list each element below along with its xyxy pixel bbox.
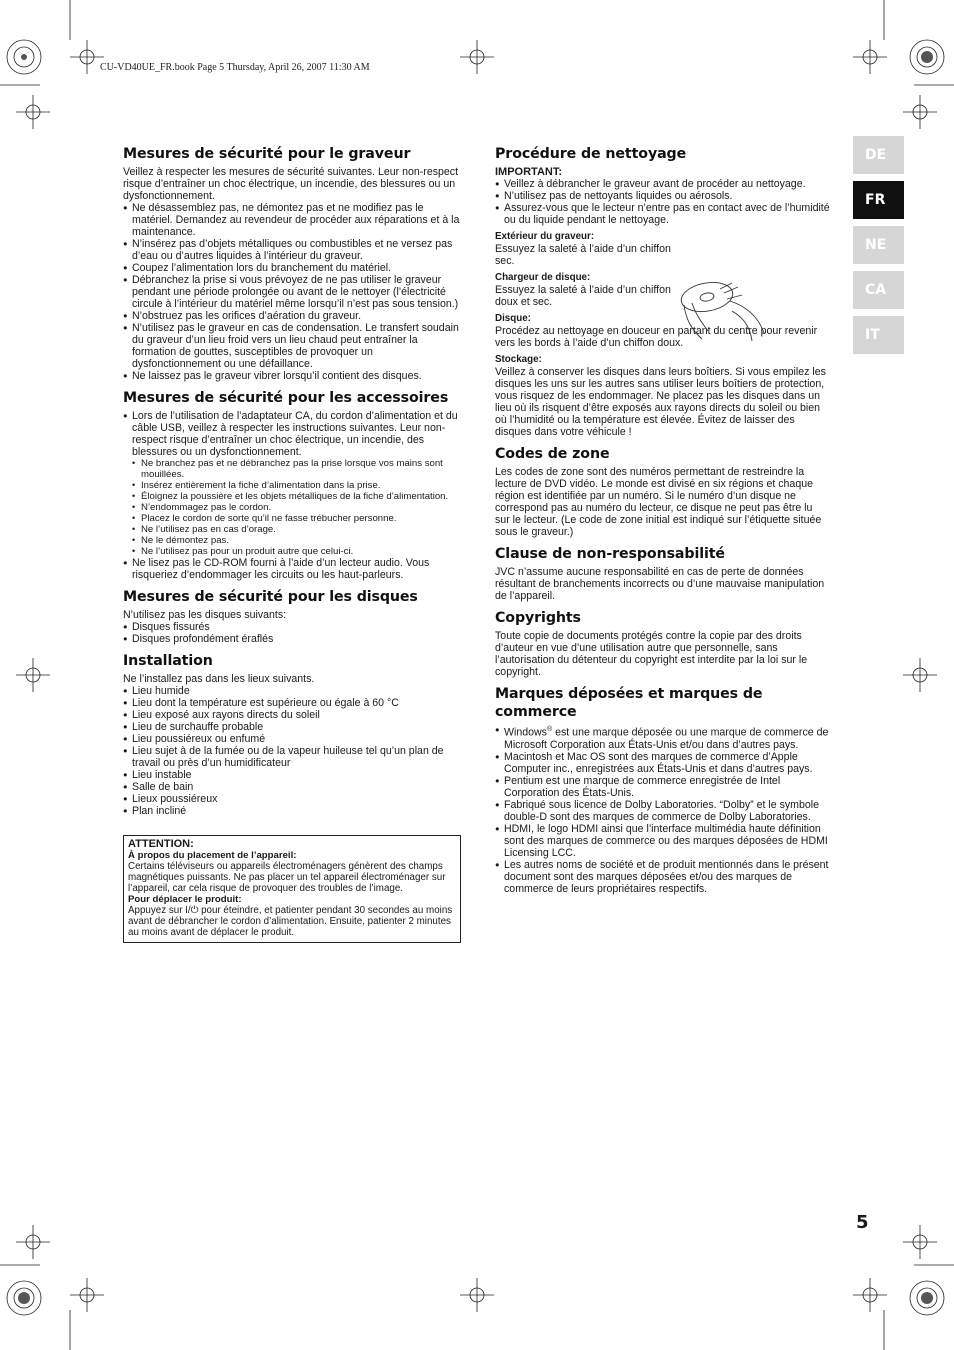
- bullet-list: [123, 202, 461, 382]
- list-item: ● Lieu dont la température est supérieure ou égale à 60 °C: [123, 697, 461, 709]
- section-text: JVC n’assume aucune responsabilité en cas de perte de données résultant de branchements incorrects ou d’une mauvaise manipulation de l’appareil.: [495, 566, 825, 602]
- crosshair-top-center-icon: [460, 40, 494, 74]
- section-title: Copyrights: [495, 610, 581, 626]
- section-disques: [123, 588, 461, 645]
- list-item: ● Lieu de surchauffe probable: [123, 721, 461, 733]
- list-item: ● Lieux poussiéreux: [123, 793, 461, 805]
- crosshair-right-mid-icon: [903, 658, 937, 692]
- sub-label: Disque:: [495, 313, 531, 324]
- section-title: Procédure de nettoyage: [495, 146, 687, 162]
- tab-ne[interactable]: NE: [853, 226, 904, 264]
- list-item: • Éloignez la poussière et les objets métalliques de la fiche d’alimentation.: [132, 491, 461, 502]
- book-header: CU-VD40UE_FR.book Page 5 Thursday, April 26, 2007 11:30 AM: [100, 62, 370, 73]
- list-item: ● Ne désassemblez pas, ne démontez pas et ne modifiez pas le matériel. Demandez au revendeur de procéder aux réparations et à la maintenance.: [123, 202, 461, 238]
- list-item: [123, 410, 461, 458]
- list-item: ● Coupez l’alimentation lors du branchement du matériel.: [123, 262, 461, 274]
- bullet-list: [123, 557, 461, 581]
- list-item: ● Pentium est une marque de commerce enregistrée de Intel Corporation des États-Unis.: [495, 775, 830, 799]
- crosshair-right-bottom-icon: [903, 1225, 937, 1259]
- attention-box: [123, 835, 461, 943]
- section-title: Clause de non-responsabilité: [495, 546, 725, 562]
- sub-bullet-list: [132, 458, 461, 557]
- section-zone: [495, 445, 830, 538]
- list-item: ● Disques fissurés: [123, 621, 461, 633]
- crosshair-top-right-icon: [853, 40, 887, 74]
- attention-text: Appuyez sur I/⏻ pour éteindre, et patienter pendant 30 secondes au moins avant de débrancher le cordon d’alimentation. Ensuite, patienter 2 minutes au moins avant de déplacer le produit.: [128, 905, 453, 938]
- list-item: ● N’insérez pas d’objets métalliques ou combustibles et ne versez pas d’eau ou d’autres liquides à l’intérieur du graveur.: [123, 238, 461, 262]
- list-item: ● Disques profondément éraflés: [123, 633, 461, 645]
- list-item: ● Lieu poussiéreux ou enfumé: [123, 733, 461, 745]
- section-title: Marques déposées et marques de commerce: [495, 686, 763, 720]
- section-title: Installation: [123, 653, 213, 669]
- list-item: • Placez le cordon de sorte qu’il ne fasse trébucher personne.: [132, 513, 461, 524]
- list-item: • N’endommagez pas le cordon.: [132, 502, 461, 513]
- list-item: ● Salle de bain: [123, 781, 461, 793]
- important-label: IMPORTANT:: [495, 166, 563, 178]
- disc-cleaning-illustration: [672, 275, 772, 345]
- section-title: Mesures de sécurité pour les disques: [123, 589, 418, 605]
- section-title: Codes de zone: [495, 446, 610, 462]
- list-item: ● Lieu exposé aux rayons directs du soleil: [123, 709, 461, 721]
- list-item: ● Ne laissez pas le graveur vibrer lorsqu’il contient des disques.: [123, 370, 461, 382]
- attention-text: Certains téléviseurs ou appareils électroménagers génèrent des champs magnétiques puissants. Ne pas placer un tel appareil électroménager sur l’appareil, car cela risque de provoquer des troubles de l’image.: [128, 861, 446, 894]
- section-text: Toute copie de documents protégés contre la copie par des droits d’auteur en vue d’une utilisation autre que personnelle, sans l’autorisation du détenteur du copyright est interdite par la loi sur le copyright.: [495, 630, 808, 678]
- list-item: • Insérez entièrement la fiche d’alimentation dans la prise.: [132, 480, 461, 491]
- list-item: ● Lieu instable: [123, 769, 461, 781]
- list-item: ● N’obstruez pas les orifices d’aération du graveur.: [123, 310, 461, 322]
- registered-mark: ®: [546, 726, 553, 733]
- list-item: ● Macintosh et Mac OS sont des marques de commerce d’Apple Computer inc., enregistrées aux États-Unis et dans d’autres pays.: [495, 751, 830, 775]
- list-item: [495, 724, 830, 751]
- sub-text: Procédez au nettoyage en douceur en partant du centre pour revenir vers les bords à l’aide d’un chiffon doux.: [495, 325, 818, 349]
- list-item: ● Lieu sujet à de la fumée ou de la vapeur huileuse tel qu’un plan de travail ou près d’un humidificateur: [123, 745, 461, 769]
- bullet-list: [495, 724, 830, 895]
- list-item: ● Les autres noms de société et de produit mentionnés dans le présent document sont des marques déposées et/ou des marques de commerce de leurs propriétaires respectifs.: [495, 859, 830, 895]
- storage: [495, 354, 830, 438]
- attention-label: À propos du placement de l’appareil:: [128, 850, 297, 861]
- list-item: ● Lieu humide: [123, 685, 461, 697]
- section-graveur: [123, 145, 461, 382]
- list-item: ● Veillez à débrancher le graveur avant de procéder au nettoyage.: [495, 178, 830, 190]
- left-column: [123, 145, 461, 943]
- section-copyrights: [495, 609, 830, 678]
- section-nettoyage: [495, 145, 830, 438]
- language-tabs: [853, 136, 904, 361]
- crosshair-left-bottom-icon: [16, 1225, 50, 1259]
- section-accessoires: [123, 389, 461, 581]
- list-item: ● Ne lisez pas le CD-ROM fourni à l’aide d’un lecteur audio. Vous risqueriez d’endommager les circuits ou les haut-parleurs.: [123, 557, 461, 581]
- tab-it[interactable]: IT: [853, 316, 904, 354]
- page-number: 5: [856, 1212, 869, 1233]
- crosshair-right-top-icon: [903, 95, 937, 129]
- cleaning-tray: [495, 272, 830, 308]
- sub-label: Chargeur de disque:: [495, 272, 591, 283]
- list-item: • Ne branchez pas et ne débranchez pas la prise lorsque vos mains sont mouillées.: [132, 458, 461, 480]
- sub-text: Essuyez la saleté à l’aide d’un chiffon doux et sec.: [495, 284, 671, 308]
- list-item: ● Assurez-vous que le lecteur n’entre pas en contact avec de l’humidité ou du liquide pendant le nettoyage.: [495, 202, 830, 226]
- windows-word: Windows: [504, 726, 547, 739]
- list-item: • Ne l’utilisez pas en cas d’orage.: [132, 524, 461, 535]
- list-item: ● HDMI, le logo HDMI ainsi que l’interface multimédia haute définition sont des marques de commerce ou des marques déposées de HDMI Licensing LCC.: [495, 823, 830, 859]
- section-text: Les codes de zone sont des numéros permettant de restreindre la lecture de DVD vidéo. Le monde est divisé en six régions et chaque région est identifiée par un numéro. Si le numéro d’un disque ne correspond pas au numéro du lecteur, ce disque ne peut pas être lu sur le lecteur. (Le code de zone initial est indiqué sur l’étiquette située sous le graveur.): [495, 466, 822, 538]
- section-title: Mesures de sécurité pour le graveur: [123, 146, 411, 162]
- list-item: ● N’utilisez pas le graveur en cas de condensation. Le transfert soudain du graveur d’un lieu froid vers un lieu chaud peut entraîner la formation de gouttes, susceptibles de provoquer un dysfonctionnement ou une défaillance.: [123, 322, 461, 370]
- list-item: ● Fabriqué sous licence de Dolby Laboratories. “Dolby” et le symbole double-D sont des marques de commerce de Dolby Laboratories.: [495, 799, 830, 823]
- windows-text: est une marque déposée ou une marque de commerce de Microsoft Corporation aux États-Unis et/ou dans d’autres pays.: [504, 726, 829, 751]
- section-installation: [123, 652, 461, 817]
- crosshair-top-icon: [70, 40, 104, 74]
- crosshair-bottom-center-icon: [460, 1278, 494, 1312]
- cleaning-exterior: [495, 231, 830, 267]
- bullet-list: [123, 685, 461, 817]
- crosshair-left-top-icon: [16, 95, 50, 129]
- bullet-list: [495, 178, 830, 226]
- section-intro: Ne l’installez pas dans les lieux suivants.: [123, 673, 315, 685]
- section-intro: Veillez à respecter les mesures de sécurité suivantes. Leur non-respect risque d’entraîner un choc électrique, un incendie, des blessures ou un dysfonctionnement.: [123, 166, 459, 202]
- sub-label: Extérieur du graveur:: [495, 231, 595, 242]
- bullet-list: [123, 410, 461, 458]
- list-item-text: Lors de l’utilisation de l’adaptateur CA, du cordon d’alimentation et du câble USB, veillez à respecter les instructions suivantes. Leur non-respect risque d’entraîner un choc électrique, un incendie, des blessures ou un dysfonctionnement.: [132, 410, 458, 458]
- list-item: • Ne le démontez pas.: [132, 535, 461, 546]
- tab-de[interactable]: DE: [853, 136, 904, 174]
- crosshair-bottom-right-icon: [853, 1278, 887, 1312]
- sub-label: Stockage:: [495, 354, 542, 365]
- cleaning-disc: [495, 313, 830, 349]
- section-marques: [495, 685, 830, 895]
- section-intro: N’utilisez pas les disques suivants:: [123, 609, 287, 621]
- list-item: ● Débranchez la prise si vous prévoyez de ne pas utiliser le graveur pendant une période prolongée ou avant de le nettoyer (l’électricité circule à l’intérieur du matériel même lorsqu’il n’est pas sous tension.): [123, 274, 461, 310]
- list-item: ● Plan incliné: [123, 805, 461, 817]
- tab-ca[interactable]: CA: [853, 271, 904, 309]
- list-item: • Ne l’utilisez pas pour un produit autre que celui-ci.: [132, 546, 461, 557]
- attention-label: Pour déplacer le produit:: [128, 894, 242, 905]
- tab-fr[interactable]: FR: [853, 181, 904, 219]
- crosshair-left-mid-icon: [16, 658, 50, 692]
- list-item: ● N’utilisez pas de nettoyants liquides ou aérosols.: [495, 190, 830, 202]
- section-title: Mesures de sécurité pour les accessoires: [123, 390, 449, 406]
- sub-text: Veillez à conserver les disques dans leurs boîtiers. Si vous empilez les disques les uns sur les autres sans utiliser leurs boîtiers de protection, vous risquez de les endommager. Ne placez pas les disques dans un lieu où ils risquent d’être exposés aux rayons directs du soleil ou bien où l’humidité ou la température est élevée. Évitez de laisser des disques dans votre véhicule !: [495, 366, 826, 438]
- attention-title: ATTENTION:: [128, 838, 194, 850]
- sub-text: Essuyez la saleté à l’aide d’un chiffon sec.: [495, 243, 671, 267]
- bullet-list: [123, 621, 461, 645]
- right-column: [495, 145, 830, 902]
- section-clause: [495, 545, 830, 602]
- crosshair-bottom-icon: [70, 1278, 104, 1312]
